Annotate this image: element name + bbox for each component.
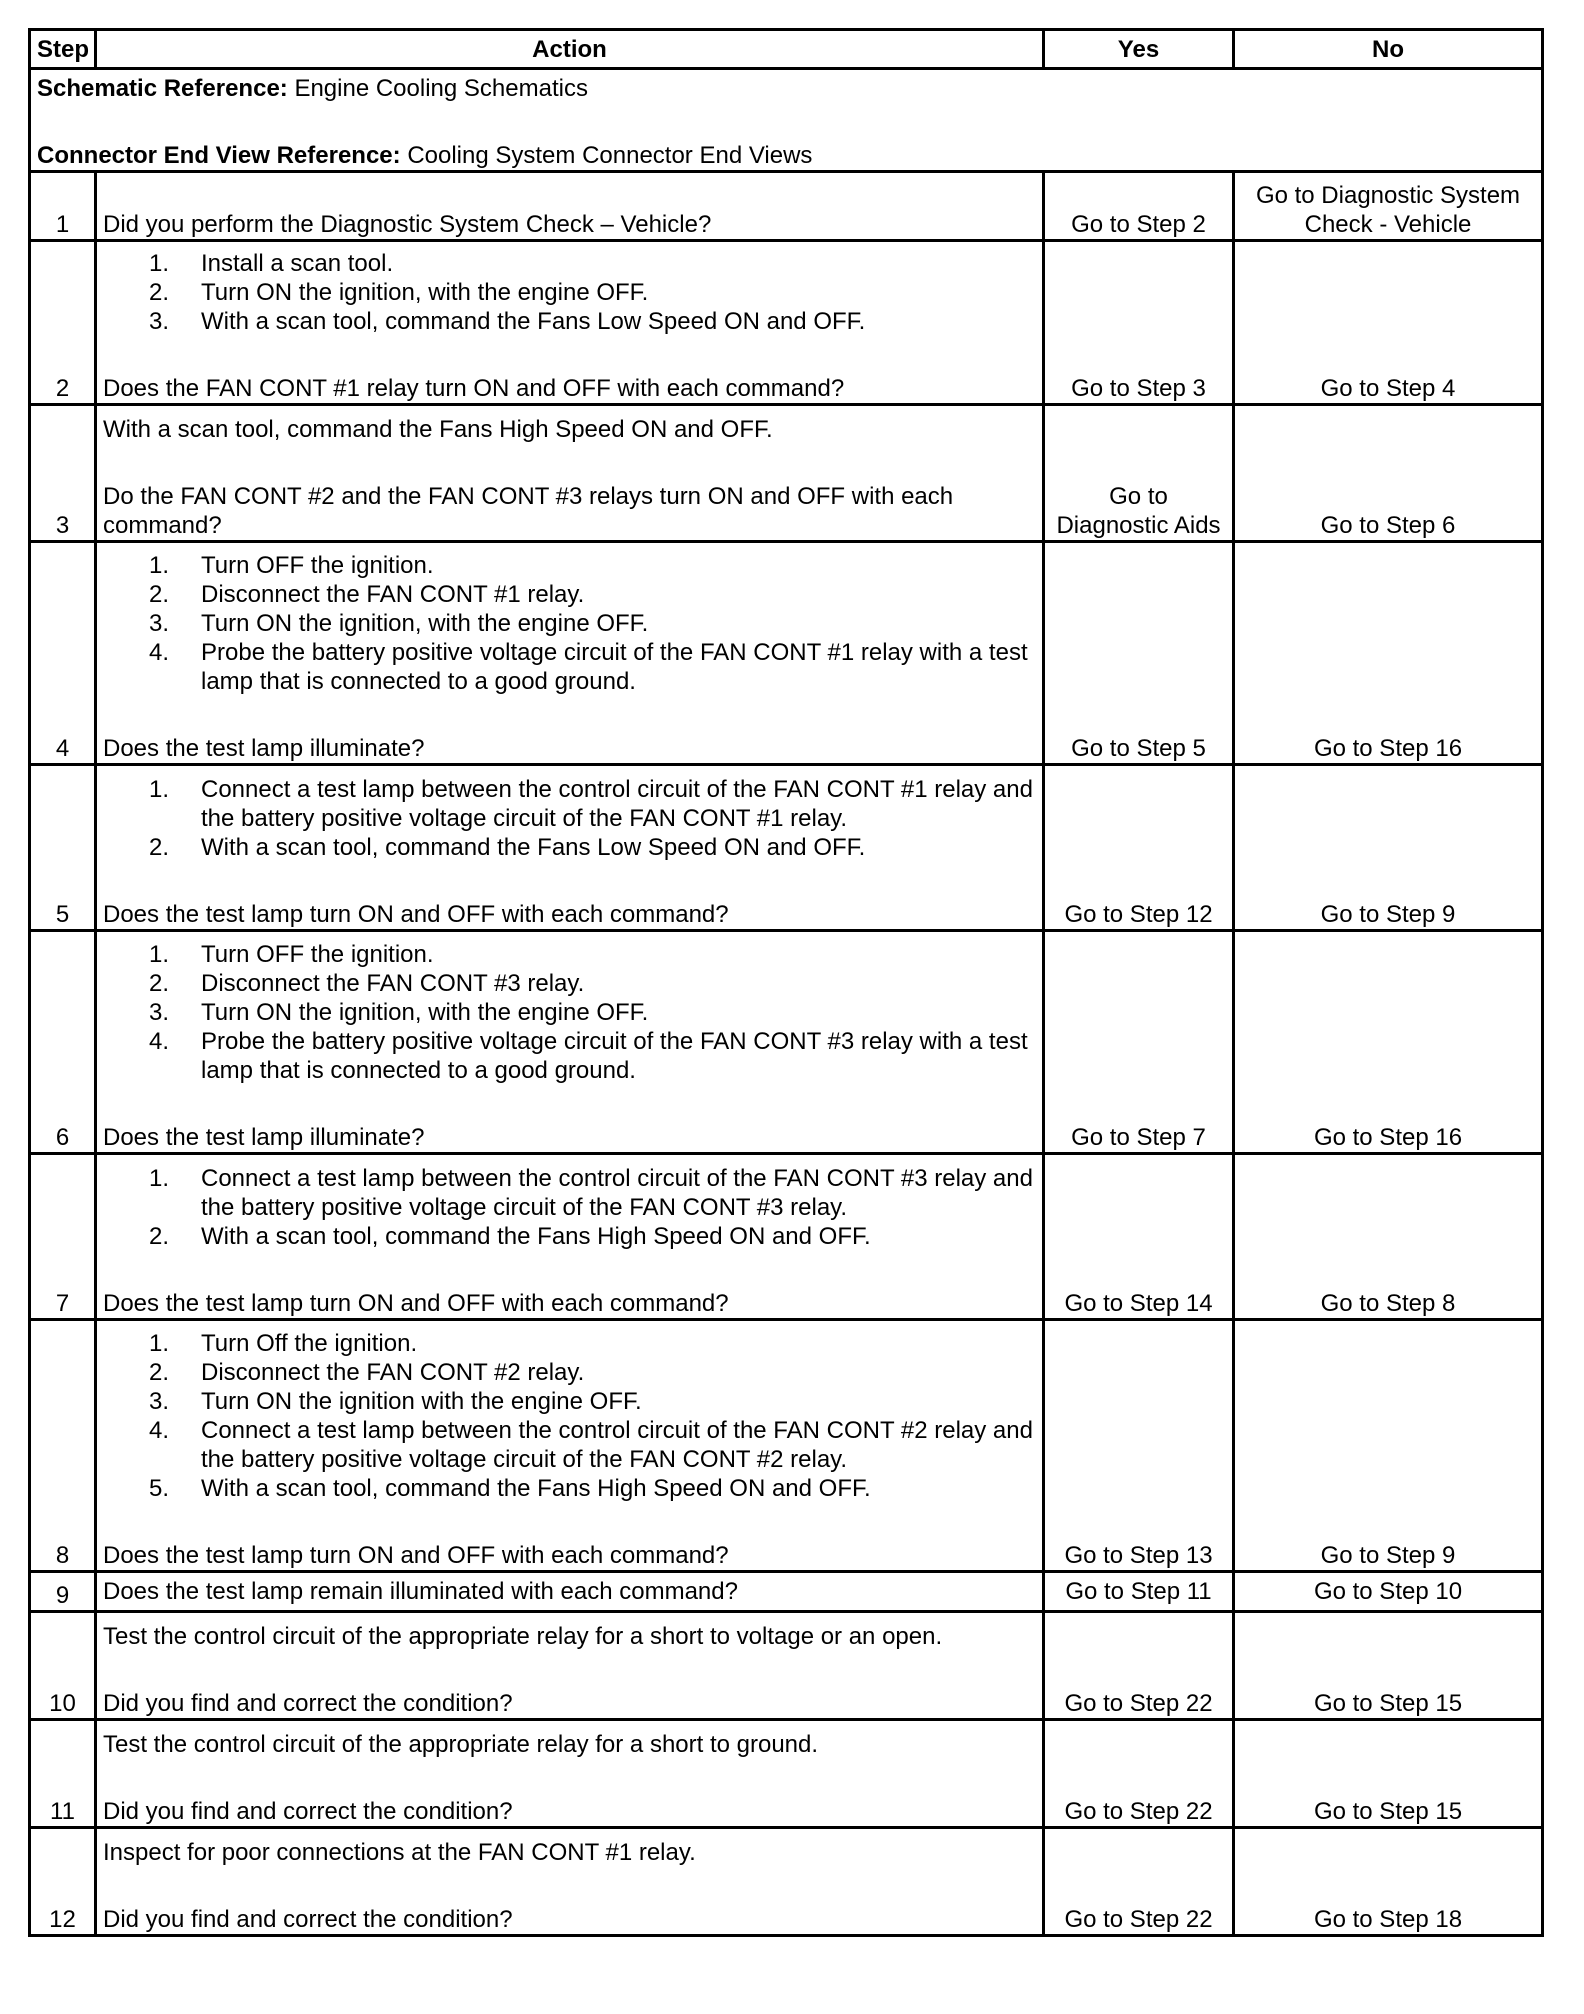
list-item: 2. Disconnect the FAN CONT #1 relay. [149, 581, 585, 608]
action-question: Do the FAN CONT #2 and the FAN CONT #3 relays turn ON and OFF with each command? [103, 483, 954, 539]
action-question: Did you find and correct the condition? [103, 1798, 513, 1825]
list-item: 1. Turn Off the ignition. [149, 1330, 418, 1357]
list-item: 1. Install a scan tool. [149, 250, 394, 277]
list-item: 2. Disconnect the FAN CONT #3 relay. [149, 970, 585, 997]
table-row [30, 1612, 1543, 1720]
no-cell: Go to Diagnostic System Check - Vehicle [1234, 172, 1543, 241]
action-list [103, 249, 1036, 336]
header-row [30, 30, 1543, 69]
list-item: 4. Connect a test lamp between the control circuit of the FAN CONT #2 relay and the battery positive voltage circuit of the FAN CONT #2 relay. [149, 1417, 1033, 1473]
no-cell: Go to Step 15 [1234, 1612, 1543, 1720]
connector-reference: Connector End View Reference: Cooling System Connector End Views [37, 142, 813, 169]
step-number: 2 [30, 241, 96, 405]
reference-cell [30, 69, 1543, 172]
yes-cell: Go to Step 14 [1044, 1154, 1234, 1320]
action-list [103, 775, 1036, 862]
yes-cell: Go to Step 22 [1044, 1720, 1234, 1828]
step-number: 9 [30, 1572, 96, 1612]
action-cell: Test the control circuit of the appropriate relay for a short to ground. Did you find and correct the condition? [96, 1720, 1044, 1828]
list-item: 2. Disconnect the FAN CONT #2 relay. [149, 1359, 585, 1386]
action-cell: Does the test lamp remain illuminated with each command? [96, 1572, 1044, 1612]
list-item: 1. Turn OFF the ignition. [149, 552, 434, 579]
header-yes: Yes [1044, 30, 1234, 69]
no-cell: Go to Step 18 [1234, 1828, 1543, 1936]
action-question: Does the test lamp illuminate? [103, 735, 425, 762]
list-item: 1. Turn OFF the ignition. [149, 941, 434, 968]
table-row [30, 172, 1543, 241]
no-cell: Go to Step 8 [1234, 1154, 1543, 1320]
list-item: 3. With a scan tool, command the Fans Low Speed ON and OFF. [149, 308, 866, 335]
no-cell: Go to Step 15 [1234, 1720, 1543, 1828]
yes-cell: Go to Step 22 [1044, 1612, 1234, 1720]
action-cell: With a scan tool, command the Fans High Speed ON and OFF. Do the FAN CONT #2 and the FAN CONT #3 relays turn ON and OFF with each command? [96, 405, 1044, 542]
action-question: Does the test lamp illuminate? [103, 1124, 425, 1151]
list-item: 2. Turn ON the ignition, with the engine OFF. [149, 279, 649, 306]
table-row [30, 405, 1543, 542]
action-cell: Test the control circuit of the appropriate relay for a short to voltage or an open. Did you find and correct the condition? [96, 1612, 1044, 1720]
no-cell: Go to Step 9 [1234, 765, 1543, 931]
table-row [30, 241, 1543, 405]
table-row [30, 1720, 1543, 1828]
list-item: 4. Probe the battery positive voltage circuit of the FAN CONT #1 relay with a test lamp that is connected to a good ground. [149, 639, 1028, 695]
step-number: 12 [30, 1828, 96, 1936]
yes-cell: Go to Step 13 [1044, 1320, 1234, 1572]
action-list [103, 551, 1036, 696]
header-action: Action [96, 30, 1044, 69]
table-row [30, 931, 1543, 1154]
list-item: 3. Turn ON the ignition with the engine OFF. [149, 1388, 642, 1415]
action-cell [96, 931, 1044, 1154]
diagnostic-table [28, 28, 1544, 1937]
yes-cell: Go to Step 12 [1044, 765, 1234, 931]
table-row [30, 1572, 1543, 1612]
action-cell [96, 765, 1044, 931]
step-number: 3 [30, 405, 96, 542]
table-row [30, 1828, 1543, 1936]
schematic-reference: Schematic Reference: Engine Cooling Schematics [37, 75, 588, 102]
action-cell [96, 241, 1044, 405]
step-number: 6 [30, 931, 96, 1154]
step-number: 7 [30, 1154, 96, 1320]
step-number: 10 [30, 1612, 96, 1720]
list-item: 2. With a scan tool, command the Fans Low Speed ON and OFF. [149, 834, 866, 861]
yes-cell: Go to Step 5 [1044, 542, 1234, 765]
table-row [30, 1154, 1543, 1320]
action-question: Did you find and correct the condition? [103, 1906, 513, 1933]
action-list [103, 940, 1036, 1085]
action-question: Did you find and correct the condition? [103, 1690, 513, 1717]
action-question: Does the test lamp turn ON and OFF with each command? [103, 1290, 729, 1317]
list-item: 3. Turn ON the ignition, with the engine OFF. [149, 610, 649, 637]
yes-cell: Go to Step 7 [1044, 931, 1234, 1154]
list-item: 1. Connect a test lamp between the control circuit of the FAN CONT #3 relay and the battery positive voltage circuit of the FAN CONT #3 relay. [149, 1165, 1033, 1221]
action-cell [96, 1320, 1044, 1572]
action-cell [96, 542, 1044, 765]
action-question: Does the test lamp turn ON and OFF with each command? [103, 901, 729, 928]
table-row [30, 765, 1543, 931]
action-question: Does the FAN CONT #1 relay turn ON and OFF with each command? [103, 375, 845, 402]
header-no: No [1234, 30, 1543, 69]
header-step: Step [30, 30, 96, 69]
list-item: 4. Probe the battery positive voltage circuit of the FAN CONT #3 relay with a test lamp that is connected to a good ground. [149, 1028, 1028, 1084]
table-row [30, 542, 1543, 765]
no-cell: Go to Step 16 [1234, 542, 1543, 765]
no-cell: Go to Step 9 [1234, 1320, 1543, 1572]
action-list [103, 1329, 1036, 1503]
action-list [103, 1164, 1036, 1251]
step-number: 4 [30, 542, 96, 765]
yes-cell: Go to Step 3 [1044, 241, 1234, 405]
no-cell: Go to Step 10 [1234, 1572, 1543, 1612]
step-number: 11 [30, 1720, 96, 1828]
yes-cell: Go to Step 11 [1044, 1572, 1234, 1612]
list-item: 3. Turn ON the ignition, with the engine OFF. [149, 999, 649, 1026]
no-cell: Go to Step 6 [1234, 405, 1543, 542]
action-cell [96, 1154, 1044, 1320]
step-number: 1 [30, 172, 96, 241]
list-item: 5. With a scan tool, command the Fans High Speed ON and OFF. [149, 1475, 871, 1502]
yes-cell: Go to Step 22 [1044, 1828, 1234, 1936]
list-item: 1. Connect a test lamp between the control circuit of the FAN CONT #1 relay and the battery positive voltage circuit of the FAN CONT #1 relay. [149, 776, 1033, 832]
table-row [30, 1320, 1543, 1572]
action-question: Does the test lamp turn ON and OFF with each command? [103, 1542, 729, 1569]
yes-cell: Go to Diagnostic Aids [1044, 405, 1234, 542]
no-cell: Go to Step 16 [1234, 931, 1543, 1154]
action-cell: Did you perform the Diagnostic System Check – Vehicle? [96, 172, 1044, 241]
yes-cell: Go to Step 2 [1044, 172, 1234, 241]
action-cell: Inspect for poor connections at the FAN CONT #1 relay. Did you find and correct the condition? [96, 1828, 1044, 1936]
reference-row [30, 69, 1543, 172]
no-cell: Go to Step 4 [1234, 241, 1543, 405]
list-item: 2. With a scan tool, command the Fans High Speed ON and OFF. [149, 1223, 871, 1250]
step-number: 5 [30, 765, 96, 931]
step-number: 8 [30, 1320, 96, 1572]
